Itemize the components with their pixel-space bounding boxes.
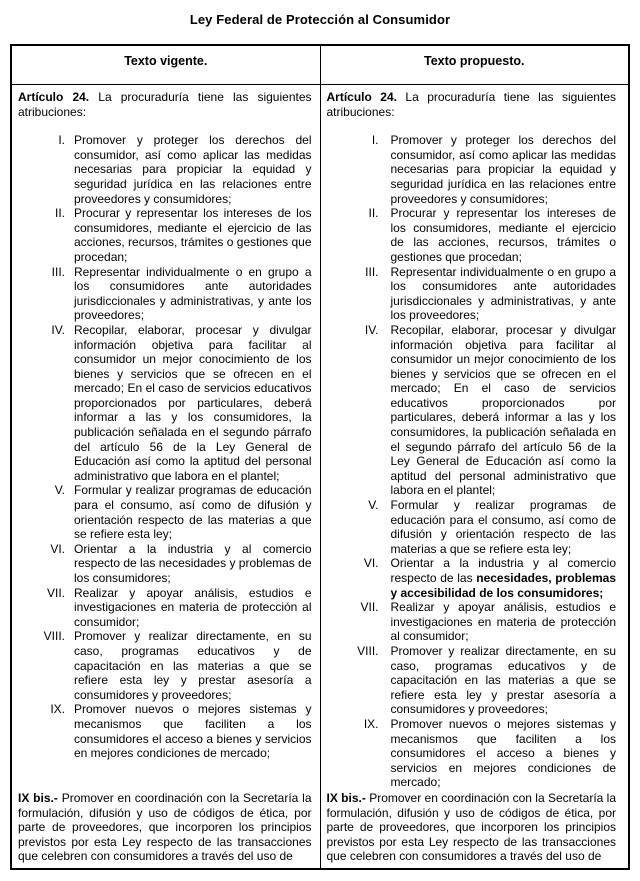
item-numeral: III. <box>51 264 65 279</box>
item-text-segment: Promover y realizar directamente, en su caso, programas educativos y de capacitación en las materias a que se refiere esta ley y prestar asesoría a consumidores y proveedores; <box>390 643 616 717</box>
ixbis-text: Promover en coordinación con la Secretaría la formulación, difusión y uso de códigos de ética, por parte de proveedores, que incorporen los principios previstos por esta Ley respecto de las transacciones que celebren con consumidores a través del uso de <box>326 791 616 864</box>
item-text <box>74 206 312 264</box>
item-text-segment: Recopilar, elaborar, procesar y divulgar información objetiva para facilitar al consumidor un mejor conocimiento de los bienes y servicios que se ofrecen en el mercado; En el caso de servicios educativos proporcionados por particulares, deberá informar a las y los consumidores, la publicación señalada en el segundo párrafo del artículo 56 de la Ley General de Educación así como la aptitud del personal administrativo que labora en el plantel; <box>74 322 312 483</box>
item-numeral: I. <box>371 133 379 148</box>
list-item <box>14 323 312 484</box>
item-text-bold-segment: necesidades, problemas y accesibilidad de los consumidores; <box>390 571 616 600</box>
texto-vigente-cell <box>11 85 320 870</box>
item-text <box>74 265 312 323</box>
texto-propuesto-cell <box>320 85 629 870</box>
item-numeral: VIII. <box>43 629 65 644</box>
column-header-texto-propuesto: Texto propuesto. <box>320 45 629 85</box>
item-text-segment: Promover nuevos o mejores sistemas y mecanismos que faciliten a los consumidores el acceso a bienes y servicios en mejores condiciones de mercado; <box>74 702 312 761</box>
list-item <box>323 717 617 790</box>
item-text <box>391 265 617 323</box>
item-numeral: IX. <box>363 716 379 731</box>
article-label: Artículo 24. <box>18 90 90 104</box>
item-text-segment: Orientar a la industria y al comercio respecto de las <box>390 556 616 585</box>
item-text-segment: Realizar y apoyar análisis, estudios e investigaciones en materia de protección al consumidor; <box>74 585 312 629</box>
article-intro-text: La procuraduría tiene las siguientes atribuciones: <box>18 90 312 119</box>
item-text <box>391 323 617 498</box>
ixbis-paragraph <box>14 791 312 864</box>
item-text-segment: Procurar y representar los intereses de los consumidores, mediante el ejercicio de las acciones, recursos, trámites o gestiones que procedan; <box>390 206 616 264</box>
item-numeral: II. <box>368 206 379 221</box>
item-numeral: VII. <box>360 600 379 615</box>
page-title: Ley Federal de Protección al Consumidor <box>189 12 451 27</box>
item-text <box>391 644 617 717</box>
article-intro-text: La procuraduría tiene las siguientes atribuciones: <box>326 90 616 119</box>
list-item <box>323 556 617 600</box>
ixbis-text: Promover en coordinación con la Secretaría la formulación, difusión y uso de códigos de ética, por parte de proveedores, que incorporen los principios previstos por esta Ley respecto de las transacciones que celebren con consumidores a través del uso de <box>18 791 312 864</box>
list-item <box>14 542 312 586</box>
item-text <box>74 702 312 760</box>
item-text <box>74 586 312 630</box>
item-numeral: II. <box>54 206 65 221</box>
list-item <box>14 586 312 630</box>
attributions-list <box>14 133 312 761</box>
list-item <box>323 600 617 644</box>
body-row <box>11 85 629 870</box>
article-label: Artículo 24. <box>326 90 397 104</box>
item-text <box>74 483 312 541</box>
item-numeral: VI. <box>363 556 379 571</box>
item-numeral: V. <box>368 498 379 513</box>
comparison-table <box>10 44 630 870</box>
texto-propuesto-content <box>321 85 629 868</box>
item-text-segment: Promover y proteger los derechos del consumidor, así como aplicar las medidas necesarias para propiciar la equidad y seguridad jurídica en las relaciones entre proveedores y consumidores; <box>74 133 312 206</box>
article-intro-paragraph <box>14 90 312 119</box>
item-text <box>74 133 312 206</box>
item-text <box>74 323 312 484</box>
item-text <box>391 600 617 644</box>
item-text <box>74 629 312 702</box>
item-text-segment: Representar individualmente o en grupo a los consumidores ante autoridades jurisdiccionales y administrativas, y ante los proveedores; <box>74 264 312 323</box>
ixbis-label: IX bis.- <box>18 791 58 806</box>
item-text-segment: Recopilar, elaborar, procesar y divulgar información objetiva para facilitar al consumidor un mejor conocimiento de los bienes y servicios que se ofrecen en el mercado; En el caso de servicios educativos proporcionados por particulares, deberá informar a las y los consumidores, la publicación señalada en el segundo párrafo del artículo 56 de la Ley General de Educación así como la aptitud del personal administrativo que labora en el plantel; <box>390 322 616 498</box>
list-item <box>14 702 312 760</box>
item-text <box>391 717 617 790</box>
item-numeral: VII. <box>46 585 65 600</box>
item-text <box>74 542 312 586</box>
item-numeral: I. <box>58 133 65 148</box>
item-text-segment: Procurar y representar los intereses de los consumidores, mediante el ejercicio de las acciones, recursos, trámites o gestiones que procedan; <box>74 206 312 264</box>
list-item <box>14 483 312 541</box>
column-header-texto-vigente: Texto vigente. <box>11 45 320 85</box>
item-numeral: III. <box>365 264 379 279</box>
item-text-segment: Promover y proteger los derechos del consumidor, así como aplicar las medidas necesarias para propiciar la equidad y seguridad jurídica en las relaciones entre proveedores y consumidores; <box>390 133 616 206</box>
item-numeral: VI. <box>50 541 65 556</box>
item-text-segment: Orientar a la industria y al comercio respecto de las necesidades y problemas de los consumidores; <box>74 541 312 585</box>
list-item <box>323 323 617 498</box>
item-numeral: IV. <box>51 322 65 337</box>
header-row <box>11 45 629 85</box>
list-item <box>14 133 312 206</box>
item-text-segment: Realizar y apoyar análisis, estudios e investigaciones en materia de protección al consumidor; <box>390 600 616 644</box>
item-text <box>391 556 617 600</box>
texto-vigente-content <box>12 85 320 868</box>
item-text <box>391 206 617 264</box>
item-text-segment: Representar individualmente o en grupo a los consumidores ante autoridades jurisdiccionales y administrativas, y ante los proveedores; <box>390 264 616 323</box>
item-text <box>391 498 617 556</box>
item-numeral: IX. <box>50 702 65 717</box>
item-text-segment: Formular y realizar programas de educación para el consumo, así como de difusión y orientación respecto de las materias a que se refiere esta ley; <box>74 483 312 542</box>
attributions-list <box>323 133 617 790</box>
list-item <box>323 206 617 264</box>
list-item <box>323 498 617 556</box>
item-numeral: IV. <box>364 322 379 337</box>
ixbis-label: IX bis.- <box>326 791 366 806</box>
article-intro-paragraph <box>323 90 617 119</box>
list-item <box>14 629 312 702</box>
list-item <box>323 265 617 323</box>
item-text-segment: Promover nuevos o mejores sistemas y mecanismos que faciliten a los consumidores el acceso a bienes y servicios en mejores condiciones de mercado; <box>390 716 616 790</box>
list-item <box>14 265 312 323</box>
item-text <box>391 133 617 206</box>
item-numeral: VIII. <box>357 643 379 658</box>
list-item <box>14 206 312 264</box>
item-text-segment: Formular y realizar programas de educación para el consumo, así como de difusión y orientación respecto de las materias a que se refiere esta ley; <box>390 498 616 556</box>
item-numeral: V. <box>54 483 65 498</box>
list-item <box>323 644 617 717</box>
list-item <box>323 133 617 206</box>
ixbis-paragraph <box>323 791 617 864</box>
item-text-segment: Promover y realizar directamente, en su caso, programas educativos y de capacitación en las materias a que se refiere esta ley y prestar asesoría a consumidores y proveedores; <box>74 629 312 702</box>
